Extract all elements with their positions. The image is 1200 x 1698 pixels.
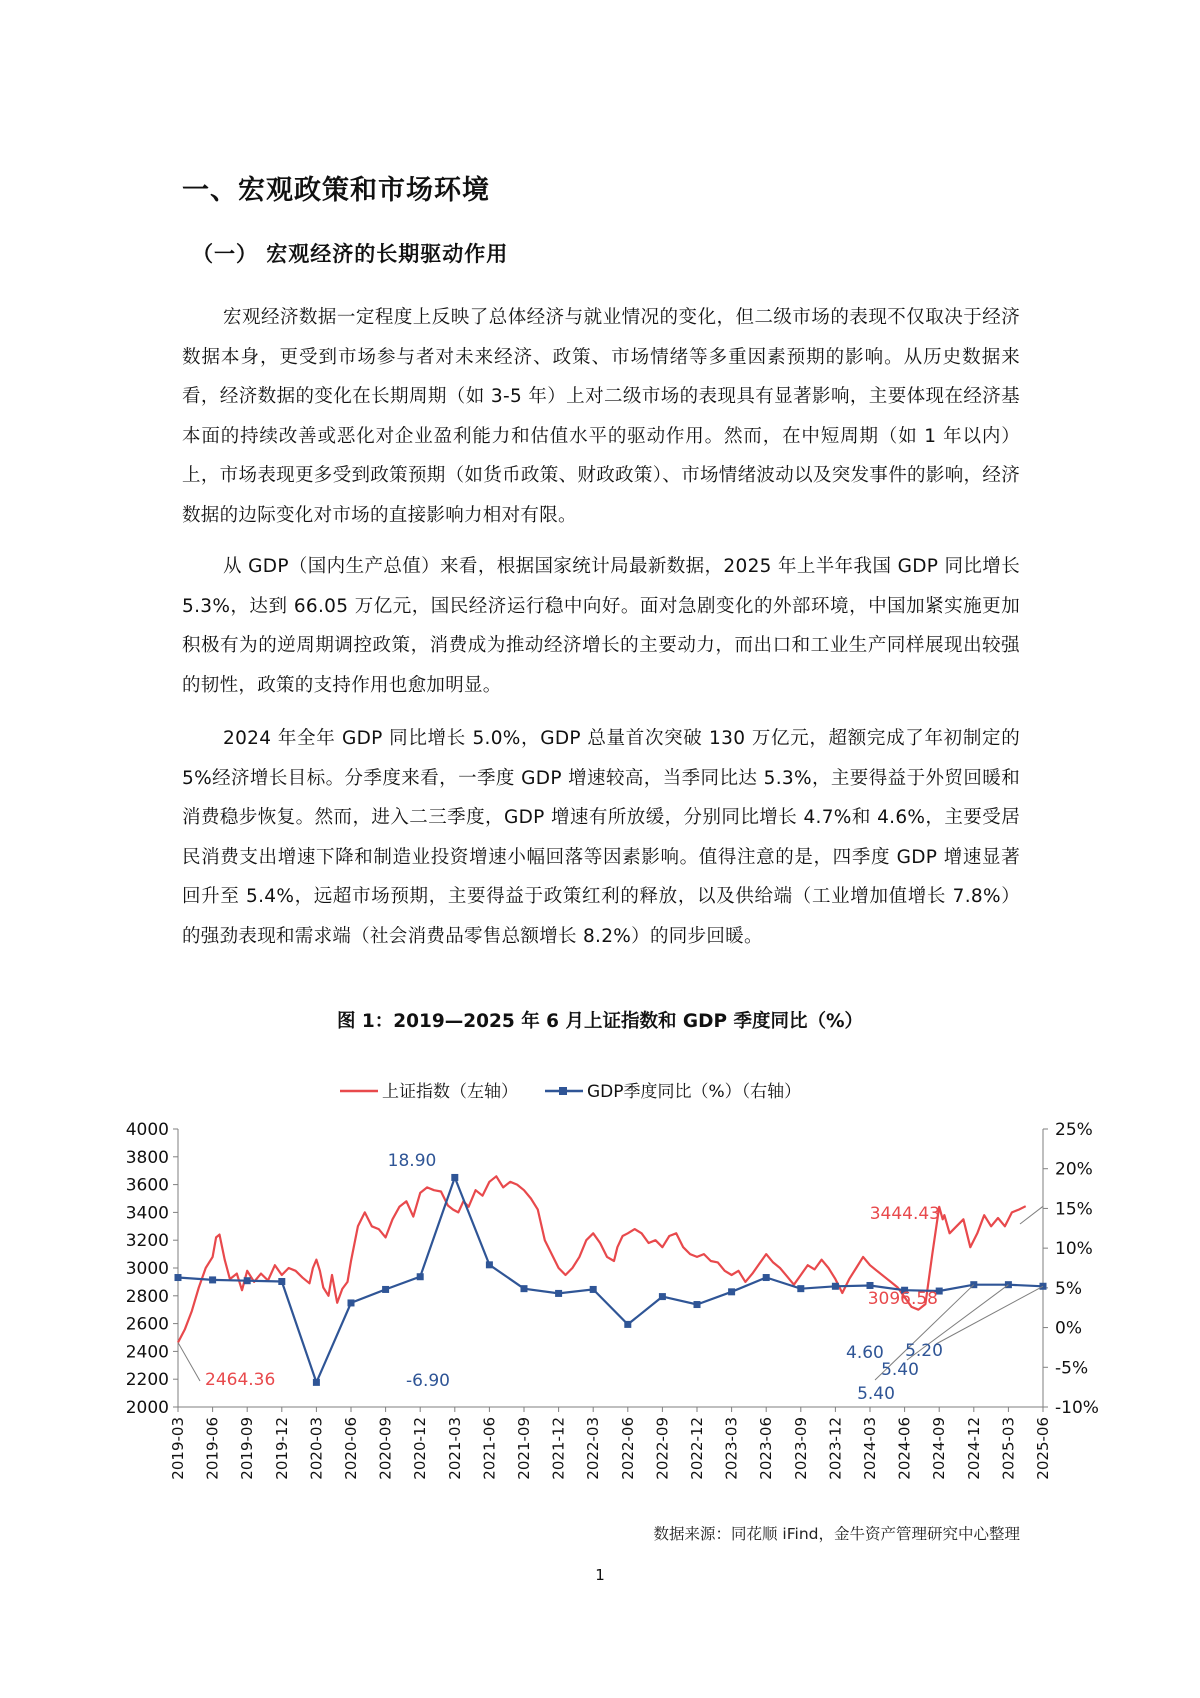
gdp-point	[590, 1286, 597, 1293]
gdp-point	[694, 1301, 701, 1308]
right-axis-ticks	[1043, 1120, 1099, 1418]
gdp-point	[659, 1293, 666, 1300]
page-number: 1	[595, 1566, 605, 1584]
gdp-point	[313, 1379, 320, 1386]
x-tick-label: 2023-06	[757, 1417, 776, 1480]
chart-annotations	[178, 1151, 1043, 1404]
gdp-point	[382, 1286, 389, 1293]
left-tick-label: 3000	[125, 1259, 169, 1279]
left-tick-label: 2400	[125, 1342, 169, 1363]
index-line	[178, 1176, 1026, 1342]
x-tick-label: 2021-12	[549, 1417, 568, 1480]
figure-title: 图 1：2019—2025 年 6 月上证指数和 GDP 季度同比（%）	[336, 1011, 863, 1032]
annotation-label: 4.60	[846, 1343, 884, 1363]
x-tick-label: 2020-03	[307, 1417, 326, 1480]
x-tick-label: 2019-09	[238, 1417, 257, 1480]
gdp-point	[417, 1273, 424, 1280]
left-tick-label: 3400	[125, 1203, 169, 1224]
gdp-point	[832, 1283, 839, 1290]
right-tick-label: 15%	[1055, 1199, 1093, 1220]
x-tick-label: 2021-03	[445, 1417, 464, 1480]
annotation-label: 5.40	[881, 1360, 919, 1380]
left-tick-label: 4000	[125, 1120, 169, 1140]
x-tick-label: 2022-03	[584, 1417, 603, 1480]
annotation-leader	[936, 1286, 1043, 1344]
x-tick-label: 2025-06	[1034, 1417, 1052, 1480]
x-tick-label: 2020-12	[411, 1417, 430, 1480]
gdp-point	[209, 1276, 216, 1283]
gdp-point	[348, 1299, 355, 1306]
x-tick-label: 2022-06	[618, 1417, 637, 1480]
paragraph-2: 从 GDP（国内生产总值）来看，根据国家统计局最新数据，2025 年上半年我国 GDP 同比增长 5.3%，达到 66.05 万亿元，国民经济运行稳中向好。面对急剧变化的外部环境，中国加紧实施更加积极有为的逆周期调控政策，消费成为推动经济增长的主要动力，而出口和工业生产同样展现出较强的韧性，政策的支持作用也愈加明显。	[182, 556, 1020, 696]
x-tick-label: 2020-06	[342, 1417, 360, 1480]
legend-marker-gdp	[559, 1087, 567, 1095]
source-note: 数据来源：同花顺 iFind，金牛资产管理研究中心整理	[653, 1525, 1020, 1543]
gdp-point	[278, 1278, 285, 1285]
series-index	[178, 1176, 1026, 1342]
x-tick-label: 2022-09	[653, 1417, 672, 1480]
gdp-point	[521, 1285, 528, 1292]
gdp-point	[486, 1261, 493, 1268]
gdp-point	[867, 1282, 874, 1289]
x-tick-label: 2025-03	[999, 1417, 1018, 1480]
left-tick-label: 2000	[125, 1398, 169, 1418]
x-tick-label: 2019-06	[203, 1417, 222, 1480]
annotation-label: 2464.36	[205, 1370, 276, 1390]
right-tick-label: 20%	[1055, 1159, 1093, 1180]
x-axis-ticks	[169, 1407, 1052, 1480]
x-tick-label: 2023-12	[826, 1417, 845, 1480]
annotation-leader	[1020, 1206, 1043, 1224]
annotation-label: 18.90	[387, 1151, 437, 1171]
section-title: 一、宏观政策和市场环境	[182, 175, 490, 206]
legend-label-index: 上证指数（左轴）	[382, 1082, 518, 1102]
annotation-label: 5.20	[905, 1341, 943, 1361]
x-tick-label: 2021-09	[515, 1417, 533, 1480]
left-tick-label: 2800	[125, 1286, 169, 1307]
left-tick-label: 2600	[125, 1314, 169, 1335]
right-tick-label: 0%	[1055, 1318, 1082, 1339]
x-tick-label: 2020-09	[376, 1417, 395, 1480]
gdp-point	[728, 1288, 735, 1295]
gdp-point	[763, 1274, 770, 1281]
annotation-label: 3444.43	[869, 1204, 940, 1224]
x-tick-label: 2023-03	[722, 1417, 741, 1480]
x-tick-label: 2024-03	[861, 1417, 879, 1480]
left-axis-ticks	[126, 1120, 178, 1418]
paragraph-1: 宏观经济数据一定程度上反映了总体经济与就业情况的变化，但二级市场的表现不仅取决于经济数据本身，更受到市场参与者对未来经济、政策、市场情绪等多重因素预期的影响。从历史数据来看，经济数据的变化在长期周期（如 3-5 年）上对二级市场的表现具有显著影响，主要体现在经济基本面的持续改善或恶化对企业盈利能力和估值水平的驱动作用。然而，在中短周期（如 1 年以内）上，市场表现更多受到政策预期（如货币政策、财政政策）、市场情绪波动以及突发事件的影响，经济数据的边际变化对市场的直接影响力相对有限。	[182, 307, 1020, 526]
legend-label-gdp: GDP季度同比（%）（右轴）	[587, 1082, 802, 1102]
annotation-leader	[178, 1343, 200, 1382]
x-tick-label: 2021-06	[480, 1417, 499, 1480]
subsection-title: （一） 宏观经济的长期驱动作用	[192, 242, 509, 266]
annotation-label: -6.90	[406, 1371, 450, 1391]
left-tick-label: 2200	[125, 1370, 169, 1391]
x-tick-label: 2024-09	[930, 1417, 949, 1480]
annotation-label: 5.40	[857, 1384, 895, 1404]
left-tick-label: 3800	[125, 1147, 169, 1168]
chart-legend	[340, 1082, 801, 1102]
chart	[100, 1068, 1100, 1514]
annotation-label: 3096.58	[867, 1289, 938, 1309]
gdp-point	[797, 1285, 804, 1292]
gdp-point	[451, 1174, 458, 1181]
right-tick-label: 25%	[1055, 1120, 1093, 1140]
left-tick-label: 3600	[125, 1175, 169, 1196]
paragraph-3: 2024 年全年 GDP 同比增长 5.0%，GDP 总量首次突破 130 万亿元，超额完成了年初制定的 5%经济增长目标。分季度来看，一季度 GDP 增速较高，当季同比达 5.3%，主要得益于外贸回暖和消费稳步恢复。然而，进入二三季度，GDP 增速有所放缓，分别同比增长 4.7%和 4.6%，主要受居民消费支出增速下降和制造业投资增速小幅回落等因素影响。值得注意的是，四季度 GDP 增速显著回升至 5.4%，远超市场预期，主要得益于政策红利的释放，以及供给端（工业增加值增长 7.8%）的强劲表现和需求端（社会消费品零售总额增长 8.2%）的同步回暖。	[182, 728, 1020, 947]
gdp-point	[175, 1274, 182, 1281]
gdp-point	[555, 1290, 562, 1297]
x-tick-label: 2019-12	[272, 1417, 291, 1480]
gdp-point	[624, 1321, 631, 1328]
right-tick-label: -10%	[1055, 1398, 1099, 1418]
x-tick-label: 2023-09	[791, 1417, 810, 1480]
gdp-point	[1040, 1283, 1047, 1290]
x-tick-label: 2024-12	[964, 1417, 983, 1480]
x-tick-label: 2024-06	[895, 1417, 914, 1480]
right-tick-label: 10%	[1055, 1239, 1093, 1260]
gdp-point	[244, 1277, 251, 1284]
x-tick-label: 2022-12	[688, 1417, 706, 1480]
right-tick-label: 5%	[1055, 1278, 1082, 1299]
x-tick-label: 2019-03	[169, 1417, 187, 1480]
left-tick-label: 3200	[125, 1231, 169, 1252]
right-tick-label: -5%	[1055, 1358, 1089, 1379]
